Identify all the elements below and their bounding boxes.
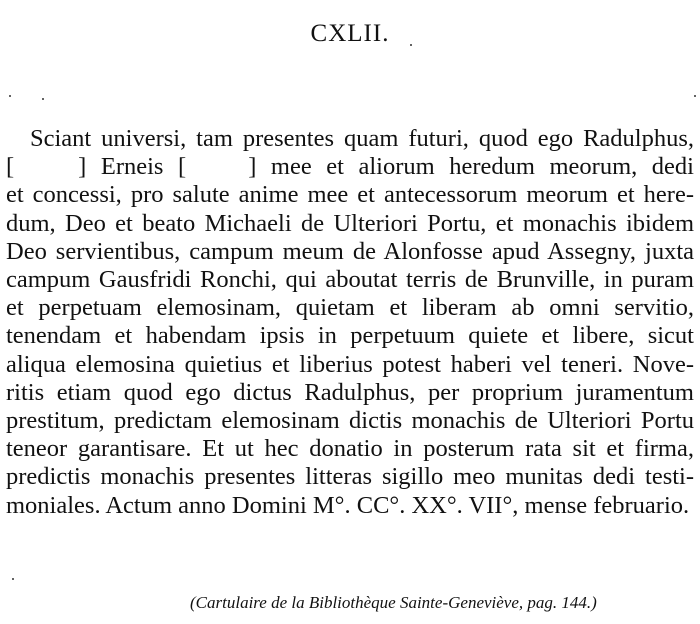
text-line-11: prestitum, predictam elemosinam dictis monachis de Ulteriori Portu — [6, 407, 694, 435]
text-line-2 — [6, 153, 694, 181]
text-line-4: dum, Deo et beato Michaeli de Ulteriori Portu, et monachis ibidem — [6, 209, 694, 237]
text-line-7: et perpetuam elemosinam, quietam et liberam ab omni servitio, — [6, 294, 694, 322]
scan-speck — [9, 95, 11, 97]
text-line-1: Sciant universi, tam presentes quam futuri, quod ego Radulphus, — [30, 125, 694, 152]
text-line-8: tenendam et habendam ipsis in perpetuum quiete et libere, sicut — [6, 322, 694, 350]
citation-tail: , pag. 144.) — [518, 593, 597, 612]
citation-open-paren: ( — [190, 593, 196, 612]
bracket-middle: ] Erneis [ — [78, 153, 187, 181]
scan-speck — [12, 578, 14, 580]
text-line-13: predictis monachis presentes litteras sigillo meo munitas dedi testi- — [6, 463, 694, 491]
text-line-14: moniales. Actum anno Domini M°. CC°. XX°. VII°, mense februario. — [6, 491, 690, 519]
scan-speck — [42, 98, 44, 100]
source-citation — [190, 593, 597, 613]
scan-speck — [694, 95, 696, 97]
line-2-rest: ] mee et aliorum heredum meorum, dedi — [248, 153, 694, 181]
scan-speck — [410, 44, 412, 46]
text-line-5: Deo servientibus, campum meum de Alonfosse apud Assegny, juxta — [6, 237, 694, 265]
page-title: CXLII. — [310, 20, 390, 47]
text-line-12: teneor garantisare. Et ut hec donatio in posterum rata sit et firma, — [6, 435, 694, 463]
text-line-6: campum Gausfridi Ronchi, qui aboutat terris de Brunville, in puram — [6, 266, 694, 294]
open-bracket: [ — [6, 153, 15, 181]
charter-text — [6, 125, 694, 520]
text-line-10: ritis etiam quod ego dictus Radulphus, per proprium juramentum — [6, 378, 694, 406]
citation-title: Cartulaire de la Bibliothèque Sainte-Geneviève — [195, 593, 519, 612]
text-line-9: aliqua elemosina quietius et liberius potest haberi vel teneri. Nove- — [6, 350, 694, 378]
text-line-3: et concessi, pro salute anime mee et antecessorum meorum et here- — [6, 181, 694, 209]
